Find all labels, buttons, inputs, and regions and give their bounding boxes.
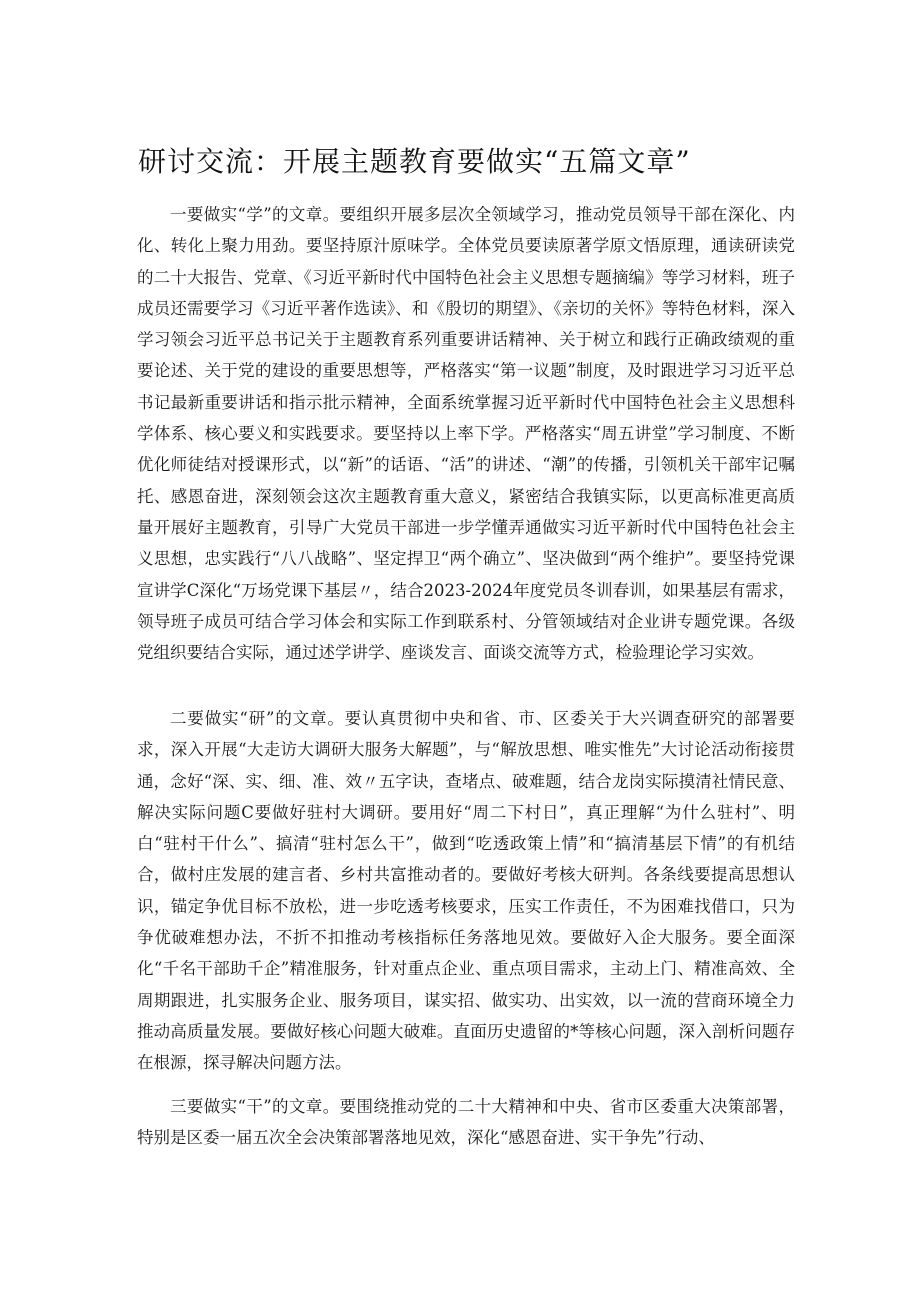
paragraph-research: 二要做实“研”的文章。要认真贯彻中央和省、市、区委关于大兴调查研究的部署要求，深入开展“大走访大调研大服务大解题”，与“解放思想、唯实惟先”大讨论活动衔接贯通，念好“深、实、细、准、效〃五字诀，查堵点、破难题，结合龙岗实际摸清社情民意、解决实际问题C要做好驻村大调研。要用好“周二下村日”，真正理解“为什么驻村”、明白“驻村干什么”、搞清“驻村怎么干”，做到“吃透政策上情”和“搞清基层下情”的有机结合，做村庄发展的建言者、乡村共富推动者的。要做好考核大研判。各条线要提高思想认识，锚定争优目标不放松，进一步吃透考核要求，压实工作责任，不为困难找借口，只为争优破难想办法，不折不扣推动考核指标任务落地见效。要做好入企大服务。要全面深化“千名干部助千企”精准服务，针对重点企业、重点项目需求，主动上门、精准高效、全周期跟进，扎实服务企业、服务项目，谋实招、做实功、出实效，以一流的营商环境全力推动高质量发展。要做好核心问题大破难。直面历史遗留的*等核心问题，深入剖析问题存在根源，探寻解决问题方法。: [137, 709, 795, 1073]
paragraph-study: 一要做实“学”的文章。要组织开展多层次全领域学习，推动党员领导干部在深化、内化、转化上聚力用劲。要坚持原汁原味学。全体党员要读原著学原文悟原理，通读研读党的二十大报告、党章、《习近平新时代中国特色社会主义思想专题摘编》等学习材料，班子成员还需要学习《习近平著作选读》、和《殷切的期望》、《亲切的关怀》等特色材料，深入学习领会习近平总书记关于主题教育系列重要讲话精神、关于树立和践行正确政绩观的重要论述、关于党的建设的重要思想等，严格落实“第一议题”制度，及时跟进学习习近平总书记最新重要讲话和指示批示精神，全面系统掌握习近平新时代中国特色社会主义思想科学体系、核心要义和实践要求。要坚持以上率下学。严格落实“周五讲堂”学习制度、不断优化师徒结对授课形式，以“新”的话语、“活”的讲述、“潮”的传播，引领机关干部牢记嘱托、感恩奋进，深刻领会这次主题教育重大意义，紧密结合我镇实际，以更高标准更高质量开展好主题教育，引导广大党员干部进一步学懂弄通做实习近平新时代中国特色社会主义思想，忠实践行“八八战略”、坚定捍卫“两个确立”、坚决做到“两个维护”。要坚持党课宣讲学C深化“万场党课下基层〃，结合2023-2024年度党员冬训春训，如果基层有需求，领导班子成员可结合学习体会和实际工作到联系村、分管领域结对企业讲专题党课。各级党组织要结合实际，通过述学讲学、座谈发言、面谈交流等方式，检验理论学习实效。: [137, 205, 795, 663]
paragraph-action: 三要做实“干”的文章。要围绕推动党的二十大精神和中央、省市区委重大决策部署，特别是区委一届五次全会决策部署落地见效，深化“感恩奋进、实干争先”行动、: [137, 1097, 795, 1148]
document-title: 研讨交流：开展主题教育要做实“五篇文章”: [138, 145, 691, 178]
